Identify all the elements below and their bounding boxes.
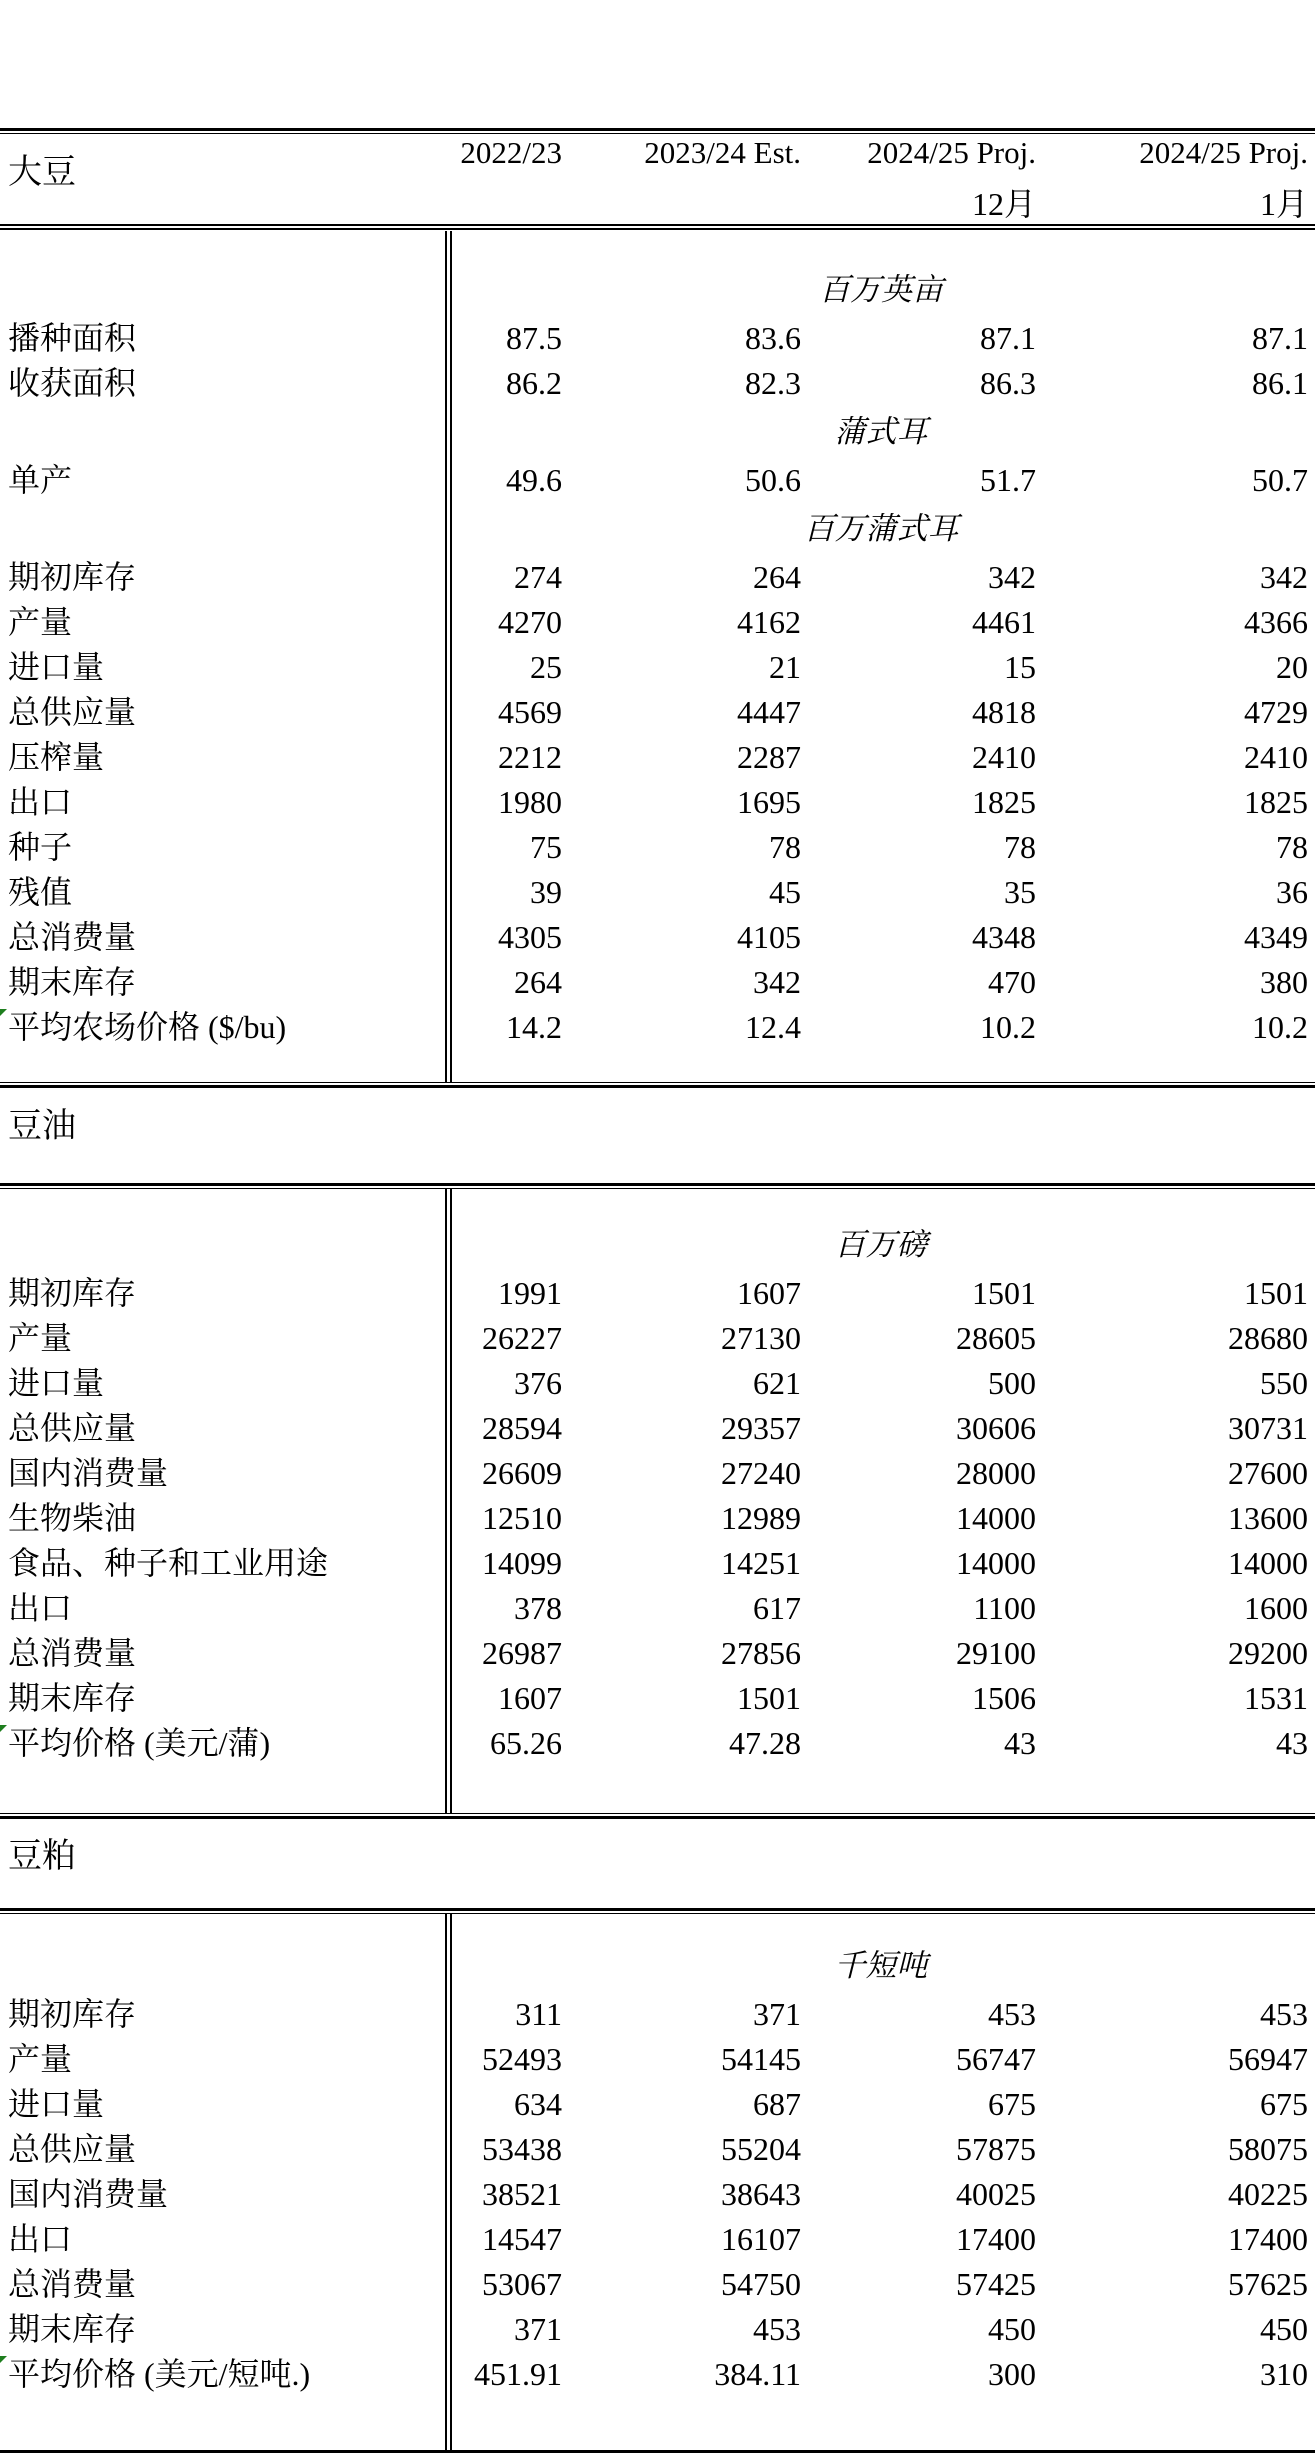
row-label: 总供应量 (8, 694, 137, 730)
value-cell: 47.28 (729, 1725, 801, 1761)
table-row (0, 1586, 1315, 1631)
table-row (0, 1676, 1315, 1721)
row-label: 期初库存 (8, 1275, 137, 1311)
value-cell: 1825 (972, 784, 1036, 820)
value-cell: 300 (988, 2356, 1036, 2392)
unit-label: 百万磅 (834, 1227, 928, 1262)
table-row (0, 960, 1315, 1005)
value-cell: 26987 (482, 1635, 562, 1671)
table-bottom-rule (0, 1082, 1315, 1088)
value-cell: 57875 (956, 2131, 1036, 2167)
value-cell: 36 (1276, 874, 1308, 910)
subcolumn-header: 1月 (1259, 186, 1308, 222)
unit-label: 百万蒲式耳 (803, 511, 959, 546)
value-cell: 29100 (956, 1635, 1036, 1671)
value-cell: 17400 (1228, 2221, 1308, 2257)
row-label: 总消费量 (8, 2266, 137, 2302)
row-label: 期初库存 (8, 559, 137, 595)
section-title-soybean-oil: 豆油 (8, 1108, 76, 1145)
value-cell: 56947 (1228, 2041, 1308, 2077)
value-cell: 453 (753, 2311, 801, 2347)
table-row (0, 361, 1315, 406)
value-cell: 30731 (1228, 1410, 1308, 1446)
value-cell: 1980 (498, 784, 562, 820)
row-label: 进口量 (8, 2086, 105, 2122)
value-cell: 617 (753, 1590, 801, 1626)
table-row (0, 735, 1315, 780)
unit-row (0, 1219, 1315, 1271)
table-row (0, 600, 1315, 645)
row-label: 出口 (8, 2221, 73, 2257)
value-cell: 4569 (498, 694, 562, 730)
value-cell: 58075 (1228, 2131, 1308, 2167)
subcolumn-header-row (0, 186, 1315, 222)
value-cell: 1501 (737, 1680, 801, 1716)
value-cell: 86.2 (506, 365, 562, 401)
value-cell: 621 (753, 1365, 801, 1401)
value-cell: 264 (514, 964, 562, 1000)
value-cell: 550 (1260, 1365, 1308, 1401)
table-row (0, 555, 1315, 600)
value-cell: 86.1 (1252, 365, 1308, 401)
value-cell: 12.4 (745, 1009, 801, 1045)
value-cell: 1501 (1244, 1275, 1308, 1311)
row-label: 残值 (8, 874, 73, 910)
value-cell: 52493 (482, 2041, 562, 2077)
value-cell: 4305 (498, 919, 562, 955)
table-top-rule (0, 128, 1315, 134)
value-cell: 86.3 (980, 365, 1036, 401)
value-cell: 45 (769, 874, 801, 910)
value-cell: 310 (1260, 2356, 1308, 2392)
row-label: 总消费量 (8, 919, 137, 955)
value-cell: 4818 (972, 694, 1036, 730)
row-label: 播种面积 (8, 320, 137, 356)
value-cell: 56747 (956, 2041, 1036, 2077)
value-cell: 4348 (972, 919, 1036, 955)
value-cell: 1695 (737, 784, 801, 820)
unit-row (0, 264, 1315, 316)
row-label: 单产 (8, 462, 73, 498)
row-label: 产量 (8, 1320, 73, 1356)
value-cell: 40025 (956, 2176, 1036, 2212)
value-cell: 1607 (737, 1275, 801, 1311)
value-cell: 16107 (721, 2221, 801, 2257)
value-cell: 470 (988, 964, 1036, 1000)
value-cell: 43 (1004, 1725, 1036, 1761)
value-cell: 27130 (721, 1320, 801, 1356)
value-cell: 38521 (482, 2176, 562, 2212)
row-label: 产量 (8, 604, 73, 640)
value-cell: 371 (514, 2311, 562, 2347)
value-cell: 27600 (1228, 1455, 1308, 1491)
table-row (0, 2307, 1315, 2352)
table-row (0, 780, 1315, 825)
row-label: 期末库存 (8, 964, 137, 1000)
value-cell: 53067 (482, 2266, 562, 2302)
value-cell: 342 (1260, 559, 1308, 595)
value-cell: 4162 (737, 604, 801, 640)
table-row (0, 1361, 1315, 1406)
value-cell: 453 (1260, 1996, 1308, 2032)
table-row (0, 1631, 1315, 1676)
row-label: 平均价格 (美元/蒲) (0, 1721, 447, 1766)
value-cell: 51.7 (980, 462, 1036, 498)
subcolumn-header: 12月 (971, 186, 1036, 222)
value-cell: 39 (530, 874, 562, 910)
value-cell: 14099 (482, 1545, 562, 1581)
row-label: 期末库存 (8, 2311, 137, 2347)
row-label: 进口量 (8, 649, 105, 685)
value-cell: 1600 (1244, 1590, 1308, 1626)
value-cell: 28000 (956, 1455, 1036, 1491)
value-cell: 2410 (1244, 739, 1308, 775)
comment-flag-icon (0, 1009, 7, 1016)
value-cell: 1100 (973, 1590, 1036, 1626)
value-cell: 4349 (1244, 919, 1308, 955)
table-row (0, 690, 1315, 735)
table-row (0, 1992, 1315, 2037)
value-cell: 371 (753, 1996, 801, 2032)
value-cell: 78 (1004, 829, 1036, 865)
row-label: 国内消费量 (8, 1455, 169, 1491)
column-header: 2022/23 (460, 135, 562, 170)
table-row (0, 1406, 1315, 1451)
value-cell: 274 (514, 559, 562, 595)
row-label: 平均价格 (美元/短吨.) (0, 2352, 447, 2397)
column-header-row (0, 136, 1315, 170)
table-row (0, 2127, 1315, 2172)
value-cell: 49.6 (506, 462, 562, 498)
value-cell: 4729 (1244, 694, 1308, 730)
value-cell: 35 (1004, 874, 1036, 910)
value-cell: 384.11 (714, 2356, 801, 2392)
value-cell: 4461 (972, 604, 1036, 640)
value-cell: 342 (753, 964, 801, 1000)
value-cell: 14547 (482, 2221, 562, 2257)
value-cell: 500 (988, 1365, 1036, 1401)
table-row (0, 1316, 1315, 1361)
value-cell: 78 (1276, 829, 1308, 865)
row-label: 产量 (8, 2041, 73, 2077)
unit-label: 千短吨 (834, 1948, 928, 1983)
value-cell: 28680 (1228, 1320, 1308, 1356)
row-label: 期初库存 (8, 1996, 137, 2032)
value-cell: 25 (530, 649, 562, 685)
table-row (0, 1271, 1315, 1316)
row-label: 国内消费量 (8, 2176, 169, 2212)
value-cell: 450 (988, 2311, 1036, 2347)
value-cell: 10.2 (980, 1009, 1036, 1045)
value-cell: 14.2 (506, 1009, 562, 1045)
table-row (0, 458, 1315, 503)
value-cell: 4270 (498, 604, 562, 640)
soybean-meal-rows (0, 1940, 1315, 2397)
value-cell: 29200 (1228, 1635, 1308, 1671)
comment-flag-icon (0, 1725, 7, 1732)
row-label: 平均农场价格 ($/bu) (0, 1005, 447, 1050)
table-row (0, 1451, 1315, 1496)
table-row (0, 2217, 1315, 2262)
row-label: 种子 (8, 829, 73, 865)
value-cell: 15 (1004, 649, 1036, 685)
value-cell: 57425 (956, 2266, 1036, 2302)
row-label: 收获面积 (8, 365, 137, 401)
value-cell: 450 (1260, 2311, 1308, 2347)
value-cell: 83.6 (745, 320, 801, 356)
value-cell: 87.1 (1252, 320, 1308, 356)
table-top-rule (0, 1183, 1315, 1189)
table-row (0, 2172, 1315, 2217)
row-label: 食品、种子和工业用途 (8, 1545, 329, 1581)
value-cell: 1531 (1244, 1680, 1308, 1716)
value-cell: 4105 (737, 919, 801, 955)
value-cell: 675 (988, 2086, 1036, 2122)
value-cell: 87.1 (980, 320, 1036, 356)
value-cell: 38643 (721, 2176, 801, 2212)
value-cell: 53438 (482, 2131, 562, 2167)
value-cell: 451.91 (474, 2356, 562, 2392)
value-cell: 87.5 (506, 320, 562, 356)
value-cell: 1506 (972, 1680, 1036, 1716)
table-row (0, 645, 1315, 690)
table-row (0, 870, 1315, 915)
table-row (0, 2082, 1315, 2127)
table-row (0, 915, 1315, 960)
value-cell: 1825 (1244, 784, 1308, 820)
unit-label: 百万英亩 (819, 272, 943, 307)
value-cell: 12989 (721, 1500, 801, 1536)
table-top-rule (0, 1908, 1315, 1914)
column-header: 2023/24 Est. (644, 135, 801, 170)
unit-row (0, 406, 1315, 458)
value-cell: 311 (515, 1996, 562, 2032)
value-cell: 380 (1260, 964, 1308, 1000)
value-cell: 26609 (482, 1455, 562, 1491)
value-cell: 342 (988, 559, 1036, 595)
value-cell: 30606 (956, 1410, 1036, 1446)
row-label: 总供应量 (8, 2131, 137, 2167)
value-cell: 26227 (482, 1320, 562, 1356)
value-cell: 43 (1276, 1725, 1308, 1761)
value-cell: 82.3 (745, 365, 801, 401)
value-cell: 4366 (1244, 604, 1308, 640)
value-cell: 21 (769, 649, 801, 685)
soybeans-rows (0, 264, 1315, 1050)
value-cell: 54145 (721, 2041, 801, 2077)
value-cell: 1991 (498, 1275, 562, 1311)
value-cell: 687 (753, 2086, 801, 2122)
row-label: 出口 (8, 784, 73, 820)
unit-row (0, 503, 1315, 555)
value-cell: 14251 (721, 1545, 801, 1581)
comment-flag-icon (0, 2356, 7, 2363)
table-row (0, 2262, 1315, 2307)
table-row (0, 1541, 1315, 1586)
value-cell: 376 (514, 1365, 562, 1401)
row-label: 生物柴油 (8, 1500, 137, 1536)
value-cell: 2212 (498, 739, 562, 775)
value-cell: 28605 (956, 1320, 1036, 1356)
value-cell: 14000 (1228, 1545, 1308, 1581)
value-cell: 13600 (1228, 1500, 1308, 1536)
column-header: 2024/25 Proj. (1139, 135, 1308, 170)
value-cell: 28594 (482, 1410, 562, 1446)
value-cell: 50.6 (745, 462, 801, 498)
unit-label: 蒲式耳 (834, 414, 928, 449)
value-cell: 1501 (972, 1275, 1036, 1311)
unit-row (0, 1940, 1315, 1992)
section-title-soybean-meal: 豆粕 (8, 1838, 76, 1875)
row-label: 总消费量 (8, 1635, 137, 1671)
table-row (0, 1721, 1315, 1766)
row-label: 进口量 (8, 1365, 105, 1401)
value-cell: 55204 (721, 2131, 801, 2167)
value-cell: 14000 (956, 1545, 1036, 1581)
page-bottom-rule (0, 2450, 1315, 2453)
value-cell: 264 (753, 559, 801, 595)
value-cell: 57625 (1228, 2266, 1308, 2302)
value-cell: 17400 (956, 2221, 1036, 2257)
value-cell: 27240 (721, 1455, 801, 1491)
table-row (0, 1005, 1315, 1050)
row-label: 出口 (8, 1590, 73, 1626)
value-cell: 27856 (721, 1635, 801, 1671)
value-cell: 65.26 (490, 1725, 562, 1761)
row-label: 总供应量 (8, 1410, 137, 1446)
row-label: 期末库存 (8, 1680, 137, 1716)
value-cell: 78 (769, 829, 801, 865)
value-cell: 2410 (972, 739, 1036, 775)
table-row (0, 2352, 1315, 2397)
section-title-soybeans: 大豆 (8, 154, 76, 191)
value-cell: 2287 (737, 739, 801, 775)
column-header: 2024/25 Proj. (867, 135, 1036, 170)
value-cell: 634 (514, 2086, 562, 2122)
row-label: 压榨量 (8, 739, 105, 775)
table-bottom-rule (0, 1813, 1315, 1819)
value-cell: 453 (988, 1996, 1036, 2032)
value-cell: 40225 (1228, 2176, 1308, 2212)
value-cell: 54750 (721, 2266, 801, 2302)
soybean-oil-rows (0, 1219, 1315, 1766)
value-cell: 29357 (721, 1410, 801, 1446)
value-cell: 20 (1276, 649, 1308, 685)
value-cell: 12510 (482, 1500, 562, 1536)
value-cell: 75 (530, 829, 562, 865)
table-row (0, 1496, 1315, 1541)
table-row (0, 2037, 1315, 2082)
table-row (0, 825, 1315, 870)
table-row (0, 316, 1315, 361)
value-cell: 10.2 (1252, 1009, 1308, 1045)
value-cell: 675 (1260, 2086, 1308, 2122)
value-cell: 378 (514, 1590, 562, 1626)
header-separator-rule (0, 224, 1315, 230)
value-cell: 50.7 (1252, 462, 1308, 498)
value-cell: 14000 (956, 1500, 1036, 1536)
value-cell: 4447 (737, 694, 801, 730)
value-cell: 1607 (498, 1680, 562, 1716)
